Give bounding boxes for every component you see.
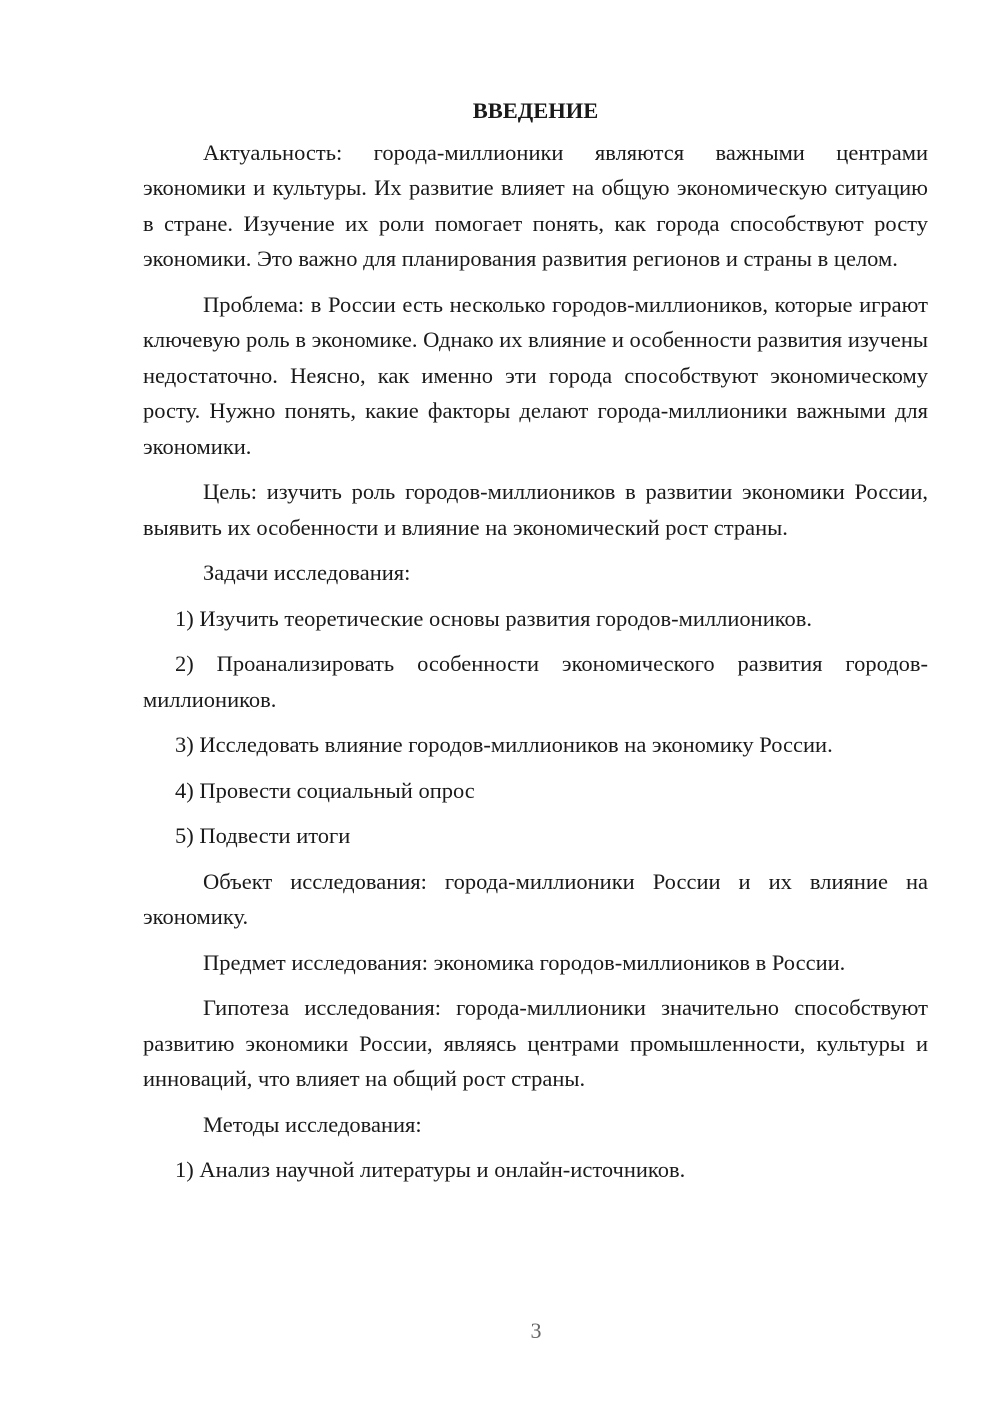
tasks-heading: Задачи исследования: [203,560,411,585]
page-number: 3 [530,1318,542,1343]
goal-paragraph: Цель: изучить роль городов-миллиоников в развитии экономики России, выявить их особенности и влияние на экономический рост страны. [143,479,928,540]
method-item: 1) Анализ научной литературы и онлайн-источников. [175,1157,686,1182]
section-title: ВВЕДЕНИЕ [472,98,599,123]
document-page [143,93,928,1198]
object-paragraph: Объект исследования: города-миллионики России и их влияние на экономику. [143,868,928,929]
task-item: 1) Изучить теоретические основы развития городов-миллиоников. [175,605,813,631]
task-item: 5) Подвести итоги [175,823,351,848]
relevance-paragraph: Актуальность: города-миллионики являются важными центрами экономики и культуры. Их развитие влияет на общую экономическую ситуацию в стране. Изучение их роли помогает понять, как города способствуют росту экономики. Это важно для планирования развития регионов и страны в целом. [143,139,928,271]
hypothesis-paragraph: Гипотеза исследования: города-миллионики значительно способствуют развитию экономики России, являясь центрами промышленности, культуры и инноваций, что влияет на общий рост страны. [143,995,928,1091]
task-item: 3) Исследовать влияние городов-миллиоников на экономику России. [175,732,833,757]
methods-heading: Методы исследования: [203,1111,422,1137]
task-item: 2) Проанализировать особенности экономического развития городов-миллиоников. [143,651,928,712]
subject-paragraph: Предмет исследования: экономика городов-миллиоников в России. [203,949,846,975]
problem-paragraph: Проблема: в России есть несколько городов-миллиоников, которые играют ключевую роль в экономике. Однако их влияние и особенности развития изучены недостаточно. Неясно, как именно эти города способствуют экономическому росту. Нужно понять, какие факторы делают города-миллионики важными для экономики. [143,291,928,459]
task-item: 4) Провести социальный опрос [175,777,475,803]
